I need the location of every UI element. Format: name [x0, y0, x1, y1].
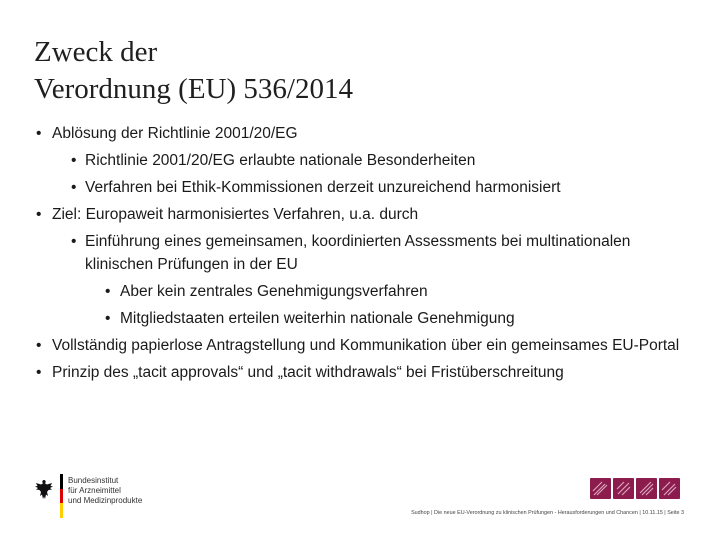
bullet-item-level-1: [0, 203, 720, 226]
deco-tile-2: [613, 478, 634, 499]
deco-pattern-icon: [636, 478, 657, 499]
bullet-text: Richtlinie 2001/20/EG erlaubte nationale Besonderheiten: [85, 152, 476, 169]
slide-title: [34, 34, 674, 108]
bfarm-logo: [34, 470, 234, 522]
bullet-text: Ablösung der Richtlinie 2001/20/EG: [52, 125, 298, 142]
logo-text-line-1: Bundesinstitut: [68, 476, 119, 485]
logo-text-line-3: und Medizinprodukte: [68, 496, 143, 505]
bullet-text: Vollständig papierlose Antragstellung und Kommunikation über ein gemeinsames EU-Portal: [52, 337, 680, 354]
bullet-text: Prinzip des „tacit approvals“ und „tacit withdrawals“ bei Fristüberschreitung: [52, 364, 564, 381]
slide-title-line-1: Zweck der: [34, 36, 158, 68]
bullet-item-level-2: [0, 176, 720, 199]
slide-title-line-2: Verordnung (EU) 536/2014: [34, 73, 353, 105]
bullet-item-level-2: [0, 149, 720, 172]
german-flag-stripe: [60, 474, 63, 518]
bullet-dot: •: [105, 310, 111, 327]
deco-pattern-icon: [613, 478, 634, 499]
decorative-tiles: [590, 478, 700, 502]
bullet-text: Aber kein zentrales Genehmigungsverfahren: [120, 283, 428, 300]
deco-tile-1: [590, 478, 611, 499]
bullet-item-level-1: [0, 122, 720, 145]
bullet-dot: •: [36, 337, 42, 354]
deco-tile-3: [636, 478, 657, 499]
logo-text: [68, 476, 142, 506]
bullet-item-level-2: [0, 230, 720, 276]
bullet-dot: •: [71, 179, 77, 196]
bullet-dot: •: [36, 125, 42, 142]
bullet-item-level-1: [0, 334, 720, 357]
bullet-text: Mitgliedstaaten erteilen weiterhin nationale Genehmigung: [120, 310, 515, 327]
bullet-dot: •: [105, 283, 111, 300]
bullet-item-level-3: [0, 280, 720, 303]
bullet-list: [0, 122, 720, 388]
deco-tile-4: [659, 478, 680, 499]
bullet-item-level-1: [0, 361, 720, 384]
footer-text: Sudhop | Die neue EU-Verordnung zu klinischen Prüfungen - Herausforderungen und Chancen | 10.11.15 | Seite 3: [411, 510, 684, 516]
bullet-text: Einführung eines gemeinsamen, koordinierten Assessments bei multinationalen klinischen Prüfungen in der EU: [85, 233, 631, 273]
bullet-dot: •: [36, 364, 42, 381]
bullet-dot: •: [71, 233, 77, 250]
bullet-text: Verfahren bei Ethik-Kommissionen derzeit unzureichend harmonisiert: [85, 179, 561, 196]
deco-pattern-icon: [659, 478, 680, 499]
deco-pattern-icon: [590, 478, 611, 499]
bullet-text: Ziel: Europaweit harmonisiertes Verfahren, u.a. durch: [52, 206, 419, 223]
bullet-item-level-3: [0, 307, 720, 330]
federal-eagle-icon: [34, 478, 54, 502]
logo-text-line-2: für Arzneimittel: [68, 486, 121, 495]
bullet-dot: •: [36, 206, 42, 223]
bullet-dot: •: [71, 152, 77, 169]
